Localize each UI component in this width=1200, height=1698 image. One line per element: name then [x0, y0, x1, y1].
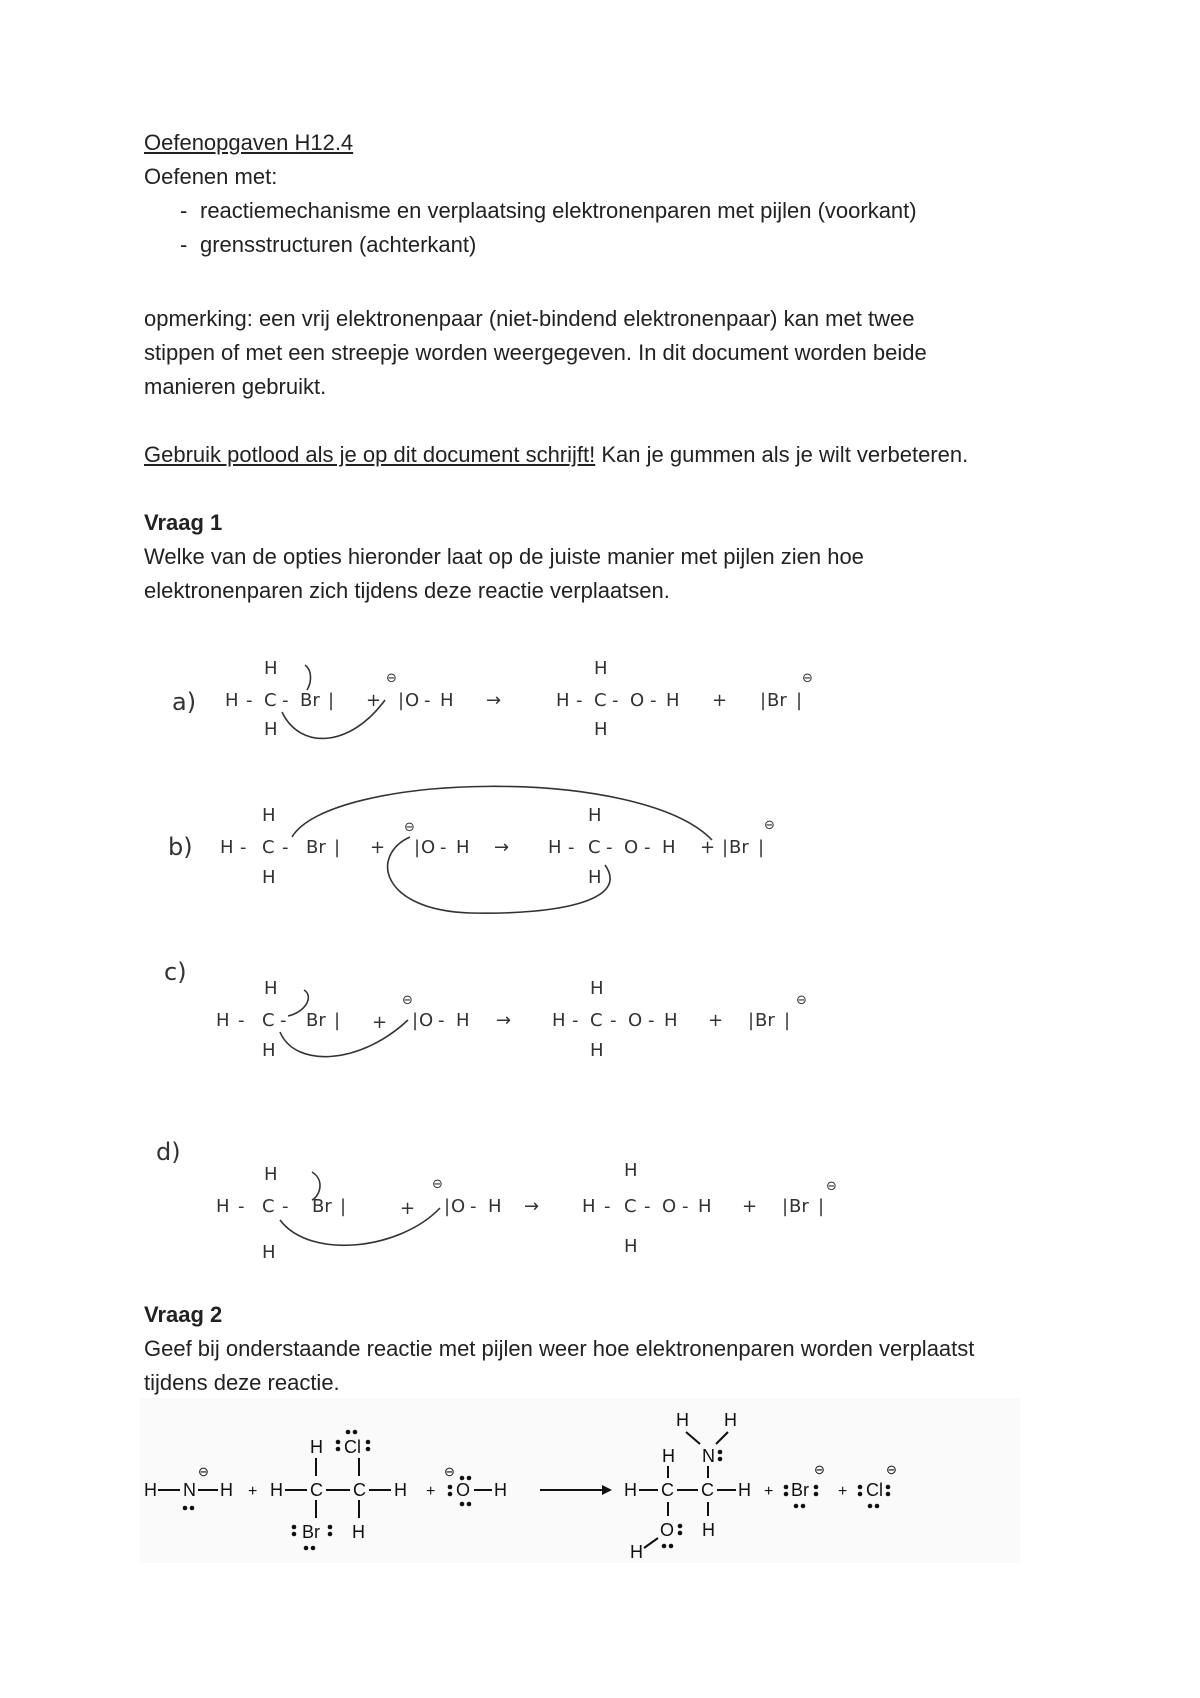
- atom-h: H: [220, 837, 234, 858]
- atom-h: H: [666, 690, 680, 711]
- option-label: b): [168, 833, 193, 861]
- lone-pair-bar: |: [444, 1196, 451, 1217]
- lone-pair-bar: |: [758, 837, 765, 858]
- atom-n: N: [702, 1446, 715, 1466]
- atom-h: H: [630, 1542, 643, 1562]
- atom-br: Br: [302, 1522, 320, 1542]
- atom-br: Br: [312, 1196, 332, 1217]
- atom-h: H: [624, 1480, 637, 1500]
- plus: +: [708, 1010, 724, 1031]
- plus: +: [700, 837, 716, 858]
- bond: -: [610, 1010, 617, 1031]
- bond: -: [438, 1010, 445, 1031]
- atom-h: H: [216, 1196, 230, 1217]
- atom-c: C: [353, 1480, 366, 1500]
- atom-h: H: [662, 1446, 675, 1466]
- atom-c: C: [264, 690, 277, 711]
- atom-h: H: [262, 805, 276, 826]
- reaction-arrow: →: [486, 690, 502, 711]
- atom-h: H: [264, 1164, 278, 1185]
- vraag1-heading: Vraag 1: [144, 510, 223, 535]
- plus: +: [764, 1483, 774, 1500]
- bond: -: [282, 837, 289, 858]
- pencil-rest: Kan je gummen als je wilt verbeteren.: [595, 442, 969, 467]
- option-b: [168, 786, 775, 913]
- atom-c: C: [661, 1480, 674, 1500]
- bond: -: [644, 1196, 651, 1217]
- atom-c: C: [262, 1196, 275, 1217]
- bond: -: [572, 1010, 579, 1031]
- atom-h: H: [552, 1010, 566, 1031]
- plus: +: [426, 1483, 436, 1500]
- atom-br: Br: [755, 1010, 775, 1031]
- atom-h: H: [225, 690, 239, 711]
- lone-pair-bar: |: [398, 690, 405, 711]
- atom-br: Br: [300, 690, 320, 711]
- atom-h: H: [724, 1410, 737, 1430]
- lone-pair-bar: |: [748, 1010, 755, 1031]
- atom-o: O: [630, 690, 645, 711]
- atom-h: H: [582, 1196, 596, 1217]
- plus: +: [712, 690, 728, 711]
- bond: -: [612, 690, 619, 711]
- atom-h: H: [548, 837, 562, 858]
- atom-o: O: [624, 837, 639, 858]
- lone-pair-bar: |: [796, 690, 803, 711]
- vraag1-line: Welke van de opties hieronder laat op de juiste manier met pijlen zien hoe: [144, 544, 864, 569]
- vraag2-heading: Vraag 2: [144, 1302, 223, 1327]
- lone-pair-bar: |: [334, 1010, 341, 1031]
- atom-o: O: [660, 1520, 675, 1540]
- atom-c: C: [701, 1480, 714, 1500]
- atom-h: H: [590, 1040, 604, 1061]
- atom-h: H: [676, 1410, 689, 1430]
- atom-h: H: [702, 1520, 715, 1540]
- option-d: [156, 1138, 837, 1263]
- subtitle: Oefenen met:: [144, 164, 278, 189]
- atom-br: Br: [306, 1010, 326, 1031]
- charge-minus: ⊖: [764, 818, 775, 833]
- lone-pair-bar: |: [760, 690, 767, 711]
- bullet-marker: -: [180, 198, 188, 223]
- vraag2-line: tijdens deze reactie.: [144, 1370, 340, 1395]
- atom-br: Br: [306, 837, 326, 858]
- charge-minus: ⊖: [198, 1464, 209, 1479]
- atom-h: H: [588, 867, 602, 888]
- atom-h: H: [664, 1010, 678, 1031]
- atom-c: C: [310, 1480, 323, 1500]
- atom-h: H: [662, 837, 676, 858]
- atom-h: H: [270, 1480, 283, 1500]
- atom-br: Br: [789, 1196, 809, 1217]
- bond: -: [576, 690, 583, 711]
- bond: -: [282, 690, 289, 711]
- bond: -: [424, 690, 431, 711]
- plus: +: [370, 837, 386, 858]
- note-line: opmerking: een vrij elektronenpaar (niet-bindend elektronenpaar) kan met twee: [144, 306, 915, 331]
- bond: -: [282, 1196, 289, 1217]
- bond: -: [650, 690, 657, 711]
- charge-minus: ⊖: [444, 1464, 455, 1479]
- reaction-arrow: →: [524, 1196, 540, 1217]
- lone-pair-bar: |: [784, 1010, 791, 1031]
- option-label: a): [172, 688, 197, 716]
- charge-minus: ⊖: [826, 1179, 837, 1194]
- atom-o: O: [662, 1196, 677, 1217]
- vraag2-reaction-diagram: [140, 1398, 1020, 1563]
- pencil-warning: Gebruik potlood als je op dit document schrijft!: [144, 442, 596, 467]
- bullet-item: grensstructuren (achterkant): [200, 232, 477, 257]
- charge-minus: ⊖: [814, 1462, 825, 1477]
- lone-pair-bar: |: [412, 1010, 419, 1031]
- atom-h: H: [352, 1522, 365, 1542]
- atom-o: O: [456, 1480, 471, 1500]
- atom-h: H: [488, 1196, 502, 1217]
- atom-h: H: [594, 719, 608, 740]
- atom-c: C: [262, 837, 275, 858]
- atom-c: C: [588, 837, 601, 858]
- atom-h: H: [456, 837, 470, 858]
- plus: +: [366, 690, 382, 711]
- note-line: manieren gebruikt.: [144, 374, 327, 399]
- charge-minus: ⊖: [404, 820, 415, 835]
- atom-h: H: [590, 978, 604, 999]
- charge-minus: ⊖: [386, 671, 397, 686]
- page-title: Oefenopgaven H12.4: [144, 130, 354, 155]
- lone-pair-bar: |: [782, 1196, 789, 1217]
- atom-h: H: [264, 658, 278, 679]
- charge-minus: ⊖: [802, 671, 813, 686]
- curved-arrow: [305, 665, 311, 690]
- lone-pair-bar: |: [414, 837, 421, 858]
- atom-o: O: [628, 1010, 643, 1031]
- atom-n: N: [183, 1480, 196, 1500]
- note-line: stippen of met een streepje worden weergegeven. In dit document worden beide: [144, 340, 927, 365]
- bond: -: [238, 1196, 245, 1217]
- plus: +: [372, 1012, 388, 1033]
- atom-c: C: [590, 1010, 603, 1031]
- option-label: d): [156, 1138, 181, 1166]
- atom-h: H: [264, 978, 278, 999]
- atom-h: H: [594, 658, 608, 679]
- atom-cl: Cl: [344, 1437, 361, 1457]
- pencil-instruction: [144, 438, 968, 472]
- curved-arrow: [280, 1020, 408, 1057]
- bond: -: [682, 1196, 689, 1217]
- option-label: c): [164, 958, 187, 986]
- reaction-arrow: →: [494, 837, 510, 858]
- plus: +: [248, 1483, 258, 1500]
- vraag1-options-drawing: [0, 630, 1200, 1270]
- bond: -: [470, 1196, 477, 1217]
- atom-o: O: [421, 837, 436, 858]
- plus: +: [838, 1483, 848, 1500]
- atom-c: C: [262, 1010, 275, 1031]
- atom-h: H: [144, 1480, 157, 1500]
- charge-minus: ⊖: [886, 1462, 897, 1477]
- atom-h: H: [456, 1010, 470, 1031]
- atom-br: Br: [791, 1480, 809, 1500]
- curved-arrow: [292, 786, 712, 840]
- plus: +: [400, 1198, 416, 1219]
- bullet-item: reactiemechanisme en verplaatsing elektronenparen met pijlen (voorkant): [200, 198, 917, 223]
- atom-o: O: [451, 1196, 466, 1217]
- vraag1-line: elektronenparen zich tijdens deze reactie verplaatsen.: [144, 578, 670, 603]
- bond: -: [246, 690, 253, 711]
- atom-h: H: [394, 1480, 407, 1500]
- curved-arrow: [280, 1208, 440, 1245]
- bond: -: [604, 1196, 611, 1217]
- reaction-arrow: →: [496, 1010, 512, 1031]
- lone-pair-bar: |: [334, 837, 341, 858]
- atom-h: H: [220, 1480, 233, 1500]
- atom-h: H: [738, 1480, 751, 1500]
- option-c: [164, 958, 807, 1061]
- atom-h: H: [588, 805, 602, 826]
- atom-h: H: [556, 690, 570, 711]
- bond: -: [440, 837, 447, 858]
- atom-br: Br: [767, 690, 787, 711]
- option-a: [172, 658, 813, 740]
- charge-minus: ⊖: [796, 993, 807, 1008]
- vraag2-line: Geef bij onderstaande reactie met pijlen weer hoe elektronenparen worden verplaatst: [144, 1336, 975, 1361]
- atom-h: H: [216, 1010, 230, 1031]
- atom-h: H: [262, 1242, 276, 1263]
- bond: -: [606, 837, 613, 858]
- atom-h: H: [262, 1040, 276, 1061]
- atom-h: H: [624, 1160, 638, 1181]
- atom-h: H: [262, 867, 276, 888]
- atom-c: C: [594, 690, 607, 711]
- bond: -: [644, 837, 651, 858]
- atom-h: H: [440, 690, 454, 711]
- atom-br: Br: [729, 837, 749, 858]
- charge-minus: ⊖: [432, 1177, 443, 1192]
- bond: -: [238, 1010, 245, 1031]
- atom-h: H: [624, 1236, 638, 1257]
- bullet-marker: -: [180, 232, 188, 257]
- atom-h: H: [264, 719, 278, 740]
- atom-cl: Cl: [866, 1480, 883, 1500]
- lone-pair-bar: |: [340, 1196, 347, 1217]
- atom-h: H: [698, 1196, 712, 1217]
- charge-minus: ⊖: [402, 993, 413, 1008]
- atom-h: H: [494, 1480, 507, 1500]
- bond: -: [648, 1010, 655, 1031]
- lone-pair-bar: |: [328, 690, 335, 711]
- atom-o: O: [419, 1010, 434, 1031]
- bond: -: [240, 837, 247, 858]
- plus: +: [742, 1196, 758, 1217]
- atom-o: O: [405, 690, 420, 711]
- bond: -: [280, 1010, 287, 1031]
- atom-h: H: [310, 1437, 323, 1457]
- lone-pair-bar: |: [722, 837, 729, 858]
- atom-c: C: [624, 1196, 637, 1217]
- bond: -: [568, 837, 575, 858]
- lone-pair-bar: |: [818, 1196, 825, 1217]
